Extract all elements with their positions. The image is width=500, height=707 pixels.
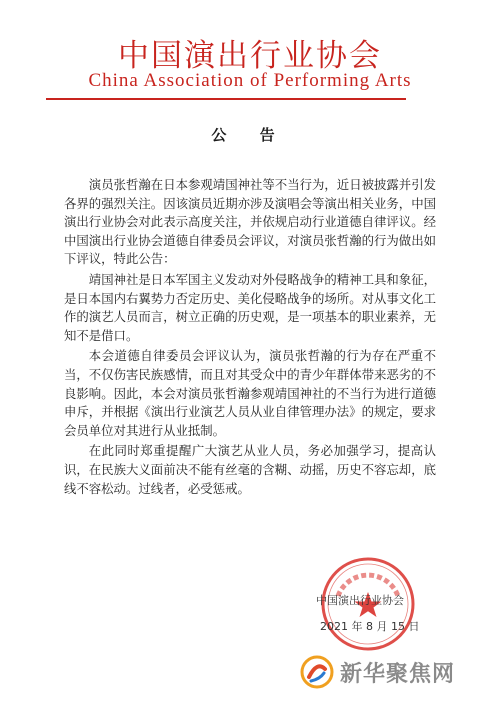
notice-paragraph: 在此同时郑重提醒广大演艺从业人员，务必加强学习，提高认识，在民族大义面前决不能有丝毫的含糊、动摇，历史不容忘却，底线不容松动。过线者，必受惩戒。 bbox=[64, 443, 436, 496]
signature-org: 中国演出行业协会 bbox=[316, 594, 404, 607]
watermark bbox=[300, 652, 500, 692]
watermark-logo-icon bbox=[300, 655, 334, 689]
letterhead-org-name-en: China Association of Performing Arts bbox=[88, 70, 412, 91]
notice-body bbox=[64, 176, 436, 500]
letterhead-divider bbox=[46, 98, 406, 100]
watermark-text: 新华聚焦网 bbox=[340, 661, 456, 687]
notice-paragraph: 演员张哲瀚在日本参观靖国神社等不当行为，近日被披露并引发各界的强烈关注。因该演员近期亦涉及演唱会等演出相关业务，中国演出行业协会对此表示高度关注，并依规启动行业道德自律评议。经中国演出行业协会道德自律委员会评议，对演员张哲瀚的行为做出如下评议，特此公告： bbox=[64, 177, 436, 267]
notice-title: 公 告 bbox=[211, 126, 289, 144]
notice-paragraph: 靖国神社是日本军国主义发动对外侵略战争的精神工具和象征，是日本国内右翼势力否定历史、美化侵略战争的场所。对从事文化工作的演艺人员而言，树立正确的历史观，是一项基本的职业素养，无知不是借口。 bbox=[64, 271, 436, 343]
signature-date: 2021 年 8 月 15 日 bbox=[320, 620, 420, 633]
letterhead-org-name-cn: 中国演出行业协会 bbox=[118, 38, 382, 74]
notice-paragraph: 本会道德自律委员会评议认为，演员张哲瀚的行为存在严重不当，不仅伤害民族感情，而且对其受众中的青少年群体带来恶劣的不良影响。因此，本会对演员张哲瀚参观靖国神社的不当行为进行道德申斥，并根据《演出行业演艺人员从业自律管理办法》的规定，要求会员单位对其进行从业抵制。 bbox=[64, 348, 436, 438]
